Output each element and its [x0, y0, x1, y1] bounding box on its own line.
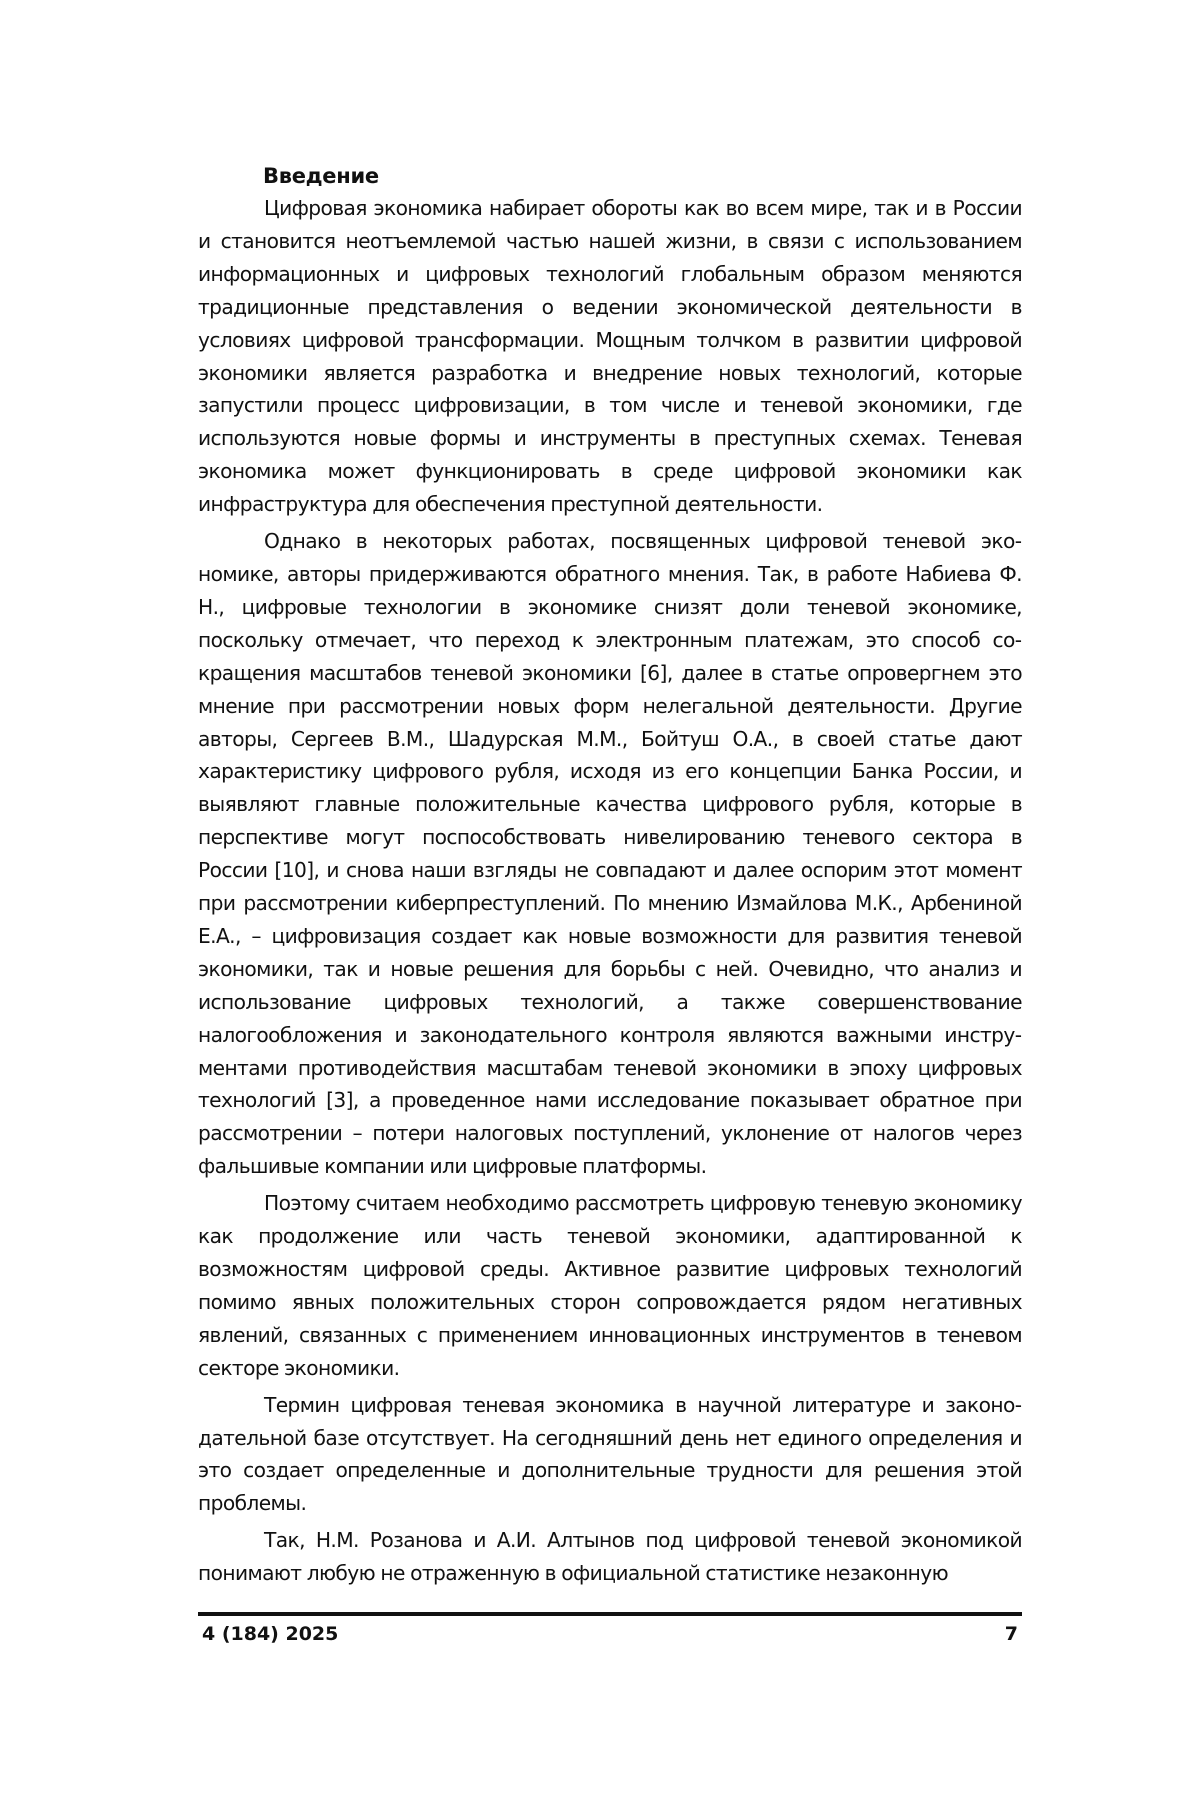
paragraph-2: Однако в некоторых работах, посвященных цифровой теневой эко­номике, авторы придерживаются обратного мнения. Так, в работе Набиева Ф. Н., цифровые технологии в экономике снизят доли теневой экономике, поскольку отмечает, что переход к электронным платежам, это способ со­кращения масштабов теневой экономики [6], далее в статье опровергнем это мнение при рассмотрении новых форм нелегальной деятельности. Дру­гие авторы, Сергеев В.М., Шадурская М.М., Бойтуш О.А., в своей статье дают характеристику цифрового рубля, исходя из его концепции Банка России, и выявляют главные положительные качества цифрового рубля, которые в перспективе могут поспособствовать нивелированию теневого сектора в России [10], и снова наши взгляды не совпадают и далее оспорим этот мо­мент при рассмотрении киберпреступлений. По мнению Измайлова М.К., Ар­бениной Е.А., – цифровизация создает как новые возможности для развития теневой экономики, так и новые решения для борьбы с ней. Очевидно, что анализ и использование цифровых технологий, а также совершенствование налогообложения и законодательного контроля являются важными инстру­ментами противодействия масштабам теневой экономики в эпоху цифровых технологий [3], а проведенное нами исследование показывает обратное при рассмотрении – потери налоговых поступлений, уклонение от налогов через фальшивые компании или цифровые платформы. [198, 525, 1022, 1183]
article-body [198, 160, 1022, 1594]
paragraph-3: Поэтому считаем необходимо рассмотреть цифровую теневую эко­номику как продолжение или часть теневой экономики, адаптированной к возможностям цифровой среды. Активное развитие цифровых технологий помимо явных положительных сторон сопровождается рядом негативных явлений, связанных с применением инновационных инструментов в теневом секторе экономики. [198, 1187, 1022, 1384]
paragraph-1: Цифровая экономика набирает обороты как во всем мире, так и в России и становится неотъемлемой частью нашей жизни, в связи с исполь­зованием информационных и цифровых технологий глобальным образом меняются традиционные представления о ведении экономической деятель­ности в условиях цифровой трансформации. Мощным толчком в развитии цифровой экономики является разработка и внедрение новых технологий, которые запустили процесс цифровизации, в том числе и теневой эконо­мики, где используются новые формы и инструменты в преступных схемах. Теневая экономика может функционировать в среде цифровой экономики как инфраструктура для обеспечения преступной деятельности. [198, 192, 1022, 521]
section-heading: Введение [263, 160, 1022, 192]
page-number: 7 [1005, 1616, 1018, 1652]
paragraph-5: Так, Н.М. Розанова и А.И. Алтынов под цифровой теневой экономикой понимают любую не отраженную в официальной статистике незаконную [198, 1524, 1022, 1590]
issue-label: 4 (184) 2025 [202, 1616, 338, 1652]
paragraph-4: Термин цифровая теневая экономика в научной литературе и законо­дательной базе отсутствует. На сегодняшний день нет единого определения и это создает определенные и дополнительные трудности для решения этой проблемы. [198, 1389, 1022, 1521]
page-footer [198, 1616, 1022, 1652]
